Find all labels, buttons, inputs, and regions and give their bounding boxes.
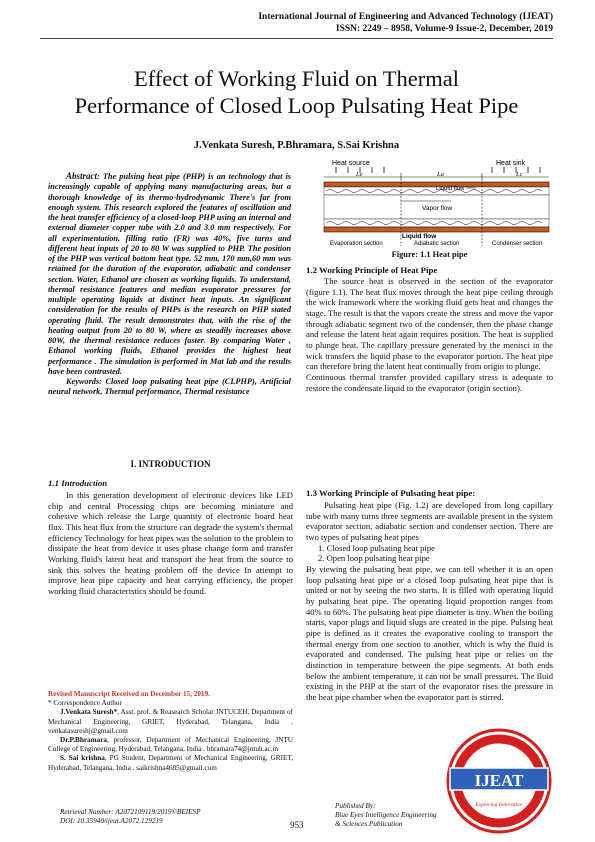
intro-heading: I. INTRODUCTION bbox=[130, 459, 211, 469]
keywords-text: Closed loop pulsating heat pipe (CLPHP), Artificial neural network, Thermal performance, Thermal resistance bbox=[48, 377, 291, 397]
doi: DOI: 10.35940/ijeat.A2072.129219 bbox=[60, 816, 163, 825]
author-note-1-name: J.Venkata Suresh* bbox=[60, 708, 118, 717]
title-line-1: Effect of Working Fluid on Thermal bbox=[133, 66, 459, 91]
logo-tagline: Exploring Innovation bbox=[475, 802, 523, 808]
intro-paragraph: In this generation development of electronic devices like LED chip and central Processing chips are becoming miniature and cohesive which release the Large quantity of electronic board heat flux. This heat flux from the structure can degrade the system's thermal efficiency Technology for heat pipes was the solution to the problem to dissipate the heat from device it uses phase change form and transfer Working fluid's latent heat and transport the heat from the source to sink this solves the heating problem off the device In attempt to improve heat pipe capacity and heat carrying efficiency, the proper working fluid characteristics should be found. bbox=[48, 490, 293, 596]
liquid-flow-top-label: Liquid flow bbox=[436, 186, 465, 192]
revised-note: Revised Manuscript Received on December 15, 2019. bbox=[48, 690, 210, 698]
header-rule bbox=[40, 38, 553, 39]
pipe-wall-bottom bbox=[324, 227, 549, 232]
author-note-1 bbox=[48, 708, 293, 736]
abstract bbox=[48, 171, 291, 377]
abstract-text: : The pulsing heat pipe (PHP) is an technology that is increasingly capable of applying many manufacturing areas, but a thorough knowledge of its thermo-hydrodynamic There's far from enough system. This research explored the features of oscillation and the heat transfer efficiency of a closed-loop PHP using an internal and external diameter copper tube with 2.0 and 3.0 mm respectively. For all experimentation, filling ratio (FR) was 40%, five turns and different heat inputs of 20 to 80 W was supplied to PHP. The position of the PHP was vertical bottom heat type. 52 mm, 170 mm,60 mm was retained for the duration of the evaporator, adiabatic and condenser section. Water, Ethanol are chosen as working liquids. To understand, thermal resistance features and median evaporator pressures for multiple operating liquids at distinct heat inputs. An significant consideration for the results of PHPs is the research on PHP stated operating fluid. The result demonstrates that, with the rise of the heating output from 20 to 80 W, where as steadily increases above 80W, the thermal resistance reduces faster. By comparing Water , Ethanol working fluids, Ethanol provides the highest heat performance . The simulation is performed in Mat lab and the results have been contrasted. bbox=[48, 172, 291, 376]
condenser-section-label: Condenser section bbox=[492, 241, 543, 247]
author-note-3 bbox=[48, 754, 293, 772]
page-number: 953 bbox=[290, 820, 304, 830]
author-note-2-text: , professor, Department of Mechanical Engineering, JNTU College of Engineering, Hyderabad, Telangana, India . bhramara74@jntuh.ac.in bbox=[48, 736, 293, 754]
keywords-label: Keywords: bbox=[66, 377, 102, 386]
vapor-flow-label: Vapor flow bbox=[422, 205, 453, 212]
author-note-1-text: , Asst. prof. & Reasearch Scholar JNTUCEH, Department of Mechanical Engineering, GRIET, Hyderabad, Telangana, India . venkatasureshj@gmail.com bbox=[48, 708, 293, 735]
published-by: Published By: bbox=[335, 802, 376, 810]
s13-paragraph-2: By viewing the pulsating heat pipe, we can tell whether it is an open loop pulsating heat pipe or a closed loop pulsating heat pipe that is united or not by seeing the two starts. It is filled with operating liquid by pulsating heat pipe. The operating liquid proportion ranges from 40% to 60%. The pulsating heat pipe diameter is tiny. When the boiling starts, vapor plugs and liquid slugs are created in the pipe. Pulsing heat pipe is defined as it creates the evaporative cooling to transport the thermal energy from one section to another, which is why the fluid is evaporated and condensed. The pulsing heat pipe or relies on the distinction in temperature between the pipe segments. At both ends below the ambient temperature, it can not be small pressures. The fluid existing in the PHP at the start of the evaporator rises the pressure in the heat pipe chamber when the evaporator part is stirred. bbox=[306, 563, 553, 702]
journal-issn: ISSN: 2249 – 8958, Volume-9 Issue-2, December, 2019 bbox=[335, 24, 553, 34]
author-notes bbox=[48, 690, 293, 773]
author-note-2-name: Dr.P.Bhramara bbox=[60, 736, 107, 745]
s12-paragraph-1: The source heat is observed in the section of the evaporator (figure 1.1). The heat flux moves through the heat pipe ceiling through the wick framework where the working fluid gets heat and changes the stage. The result is that the vapors create the stress and move the vapor through adiabatic segment two of the condenser, then the phase change and release the latent heat again requires position. The heat is supplied to plunge heat. The capillary pressure generated by the menisci in the wick transfers the liquid phase to the evaporator portion. The heat pipe can therefore bring the latent heat continually from origin to plunge. bbox=[306, 276, 553, 372]
publisher-line-1: Blue Eyes Intelligence Engineering bbox=[335, 810, 437, 819]
s13-list-item-2: 2. Open loop pulsating heat pipe bbox=[318, 553, 430, 564]
s13-heading: 1.3 Working Principle of Pulsating heat pipe: bbox=[306, 488, 476, 498]
author-note-2 bbox=[48, 736, 293, 754]
abstract-label: Abstract bbox=[66, 171, 98, 181]
la-label: La bbox=[437, 171, 444, 178]
author-note-3-text: , PG Student, Department of Mechanical Engineering, GRIET, Hyderabad, Telangana, India . saikrishna4685@gmail.com bbox=[48, 754, 294, 772]
s12-heading: 1.2 Working Principle of Heat Pipe bbox=[306, 265, 438, 275]
retrieval-number: Retrieval Number: A2072109119/2019©BEIESP bbox=[60, 808, 201, 816]
s13-body bbox=[306, 500, 553, 702]
liquid-flow-bottom-label: Liquid flow bbox=[402, 233, 437, 240]
s12-paragraph-2: Continuous thermal transfer provided capillary stress is adequate to restore the condensate liquid to the evaporator (origin section). bbox=[306, 371, 553, 393]
correspondence-note: * Correspondence Author bbox=[48, 699, 122, 708]
ijeat-logo-svg bbox=[444, 726, 554, 836]
heat-sink-label: Heat sink bbox=[496, 160, 526, 167]
publisher-block bbox=[335, 802, 437, 828]
journal-name: International Journal of Engineering and Advanced Technology (IJEAT) bbox=[258, 12, 553, 22]
paper-title bbox=[40, 65, 553, 119]
title-line-2: Performance of Closed Loop Pulsating Heat Pipe bbox=[74, 93, 519, 118]
footer-left bbox=[60, 808, 201, 826]
s13-paragraph-1: Pulsating heat pipe (Fig. 1.2) are developed from long capillary tube with many turns three segments are available present in the system evaporator section, adiabatic section and condenser section. There are two types of pulsating heat pipes bbox=[306, 500, 553, 542]
ijeat-logo bbox=[444, 726, 554, 836]
logo-text: IJEAT bbox=[474, 771, 524, 790]
evaporation-section-label: Evaporation section bbox=[330, 241, 383, 247]
keywords bbox=[48, 377, 291, 398]
s13-list-item-1: 1. Closed loop pulsating heat pipe bbox=[318, 542, 435, 553]
le-label: Le bbox=[356, 171, 363, 178]
author-list: J.Venkata Suresh, P.Bhramara, S.Sai Krishna bbox=[193, 140, 400, 151]
adiabatic-section-label: Adiabatic section bbox=[414, 241, 460, 247]
publisher-line-2: & Sciences Publication bbox=[335, 819, 403, 828]
figure-caption: Figure: 1.1 Heat pipe bbox=[391, 250, 468, 259]
author-note-3-name: S. Sai krishna bbox=[60, 754, 105, 763]
lc-label: Lc bbox=[516, 171, 523, 178]
intro-subheading: 1.1 Introduction bbox=[48, 478, 108, 488]
heat-source-label: Heat source bbox=[332, 160, 370, 167]
s12-body bbox=[306, 276, 553, 393]
